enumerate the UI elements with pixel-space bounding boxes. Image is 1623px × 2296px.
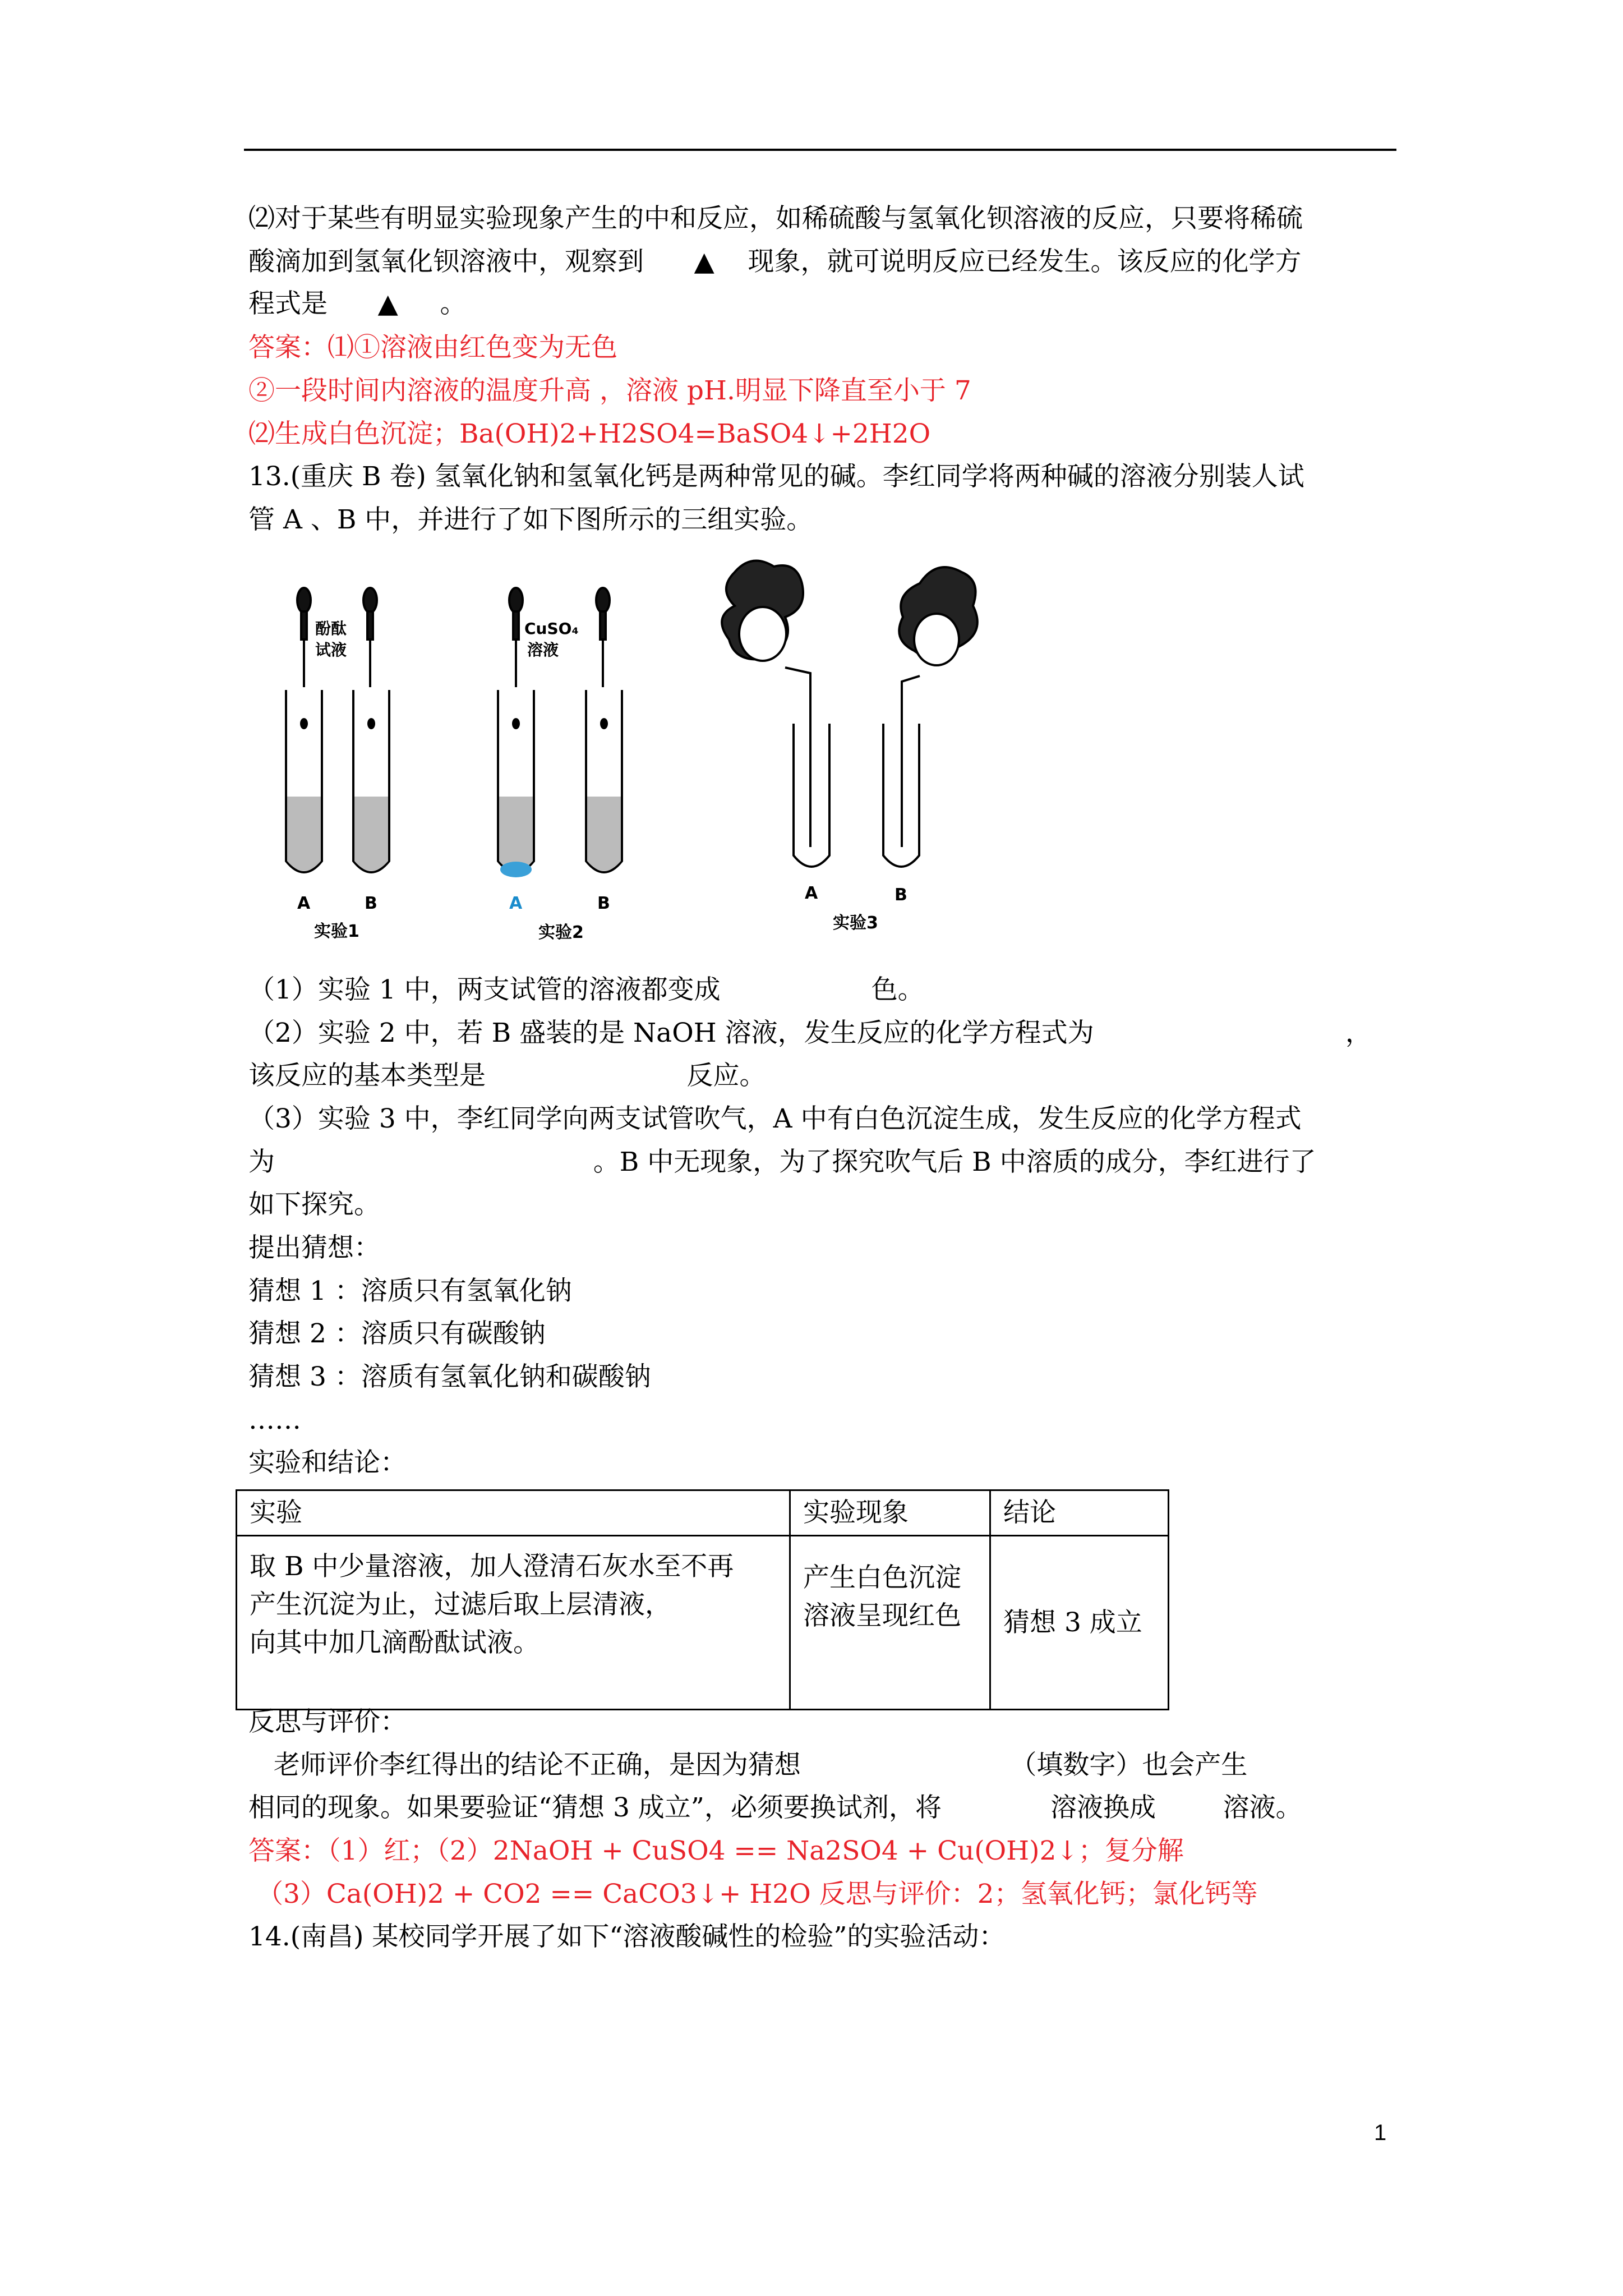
text-line: （3）实验 3 中，李红同学向两支试管吹气，A 中有白色沉淀生成，发生反应的化学方程式 <box>248 1103 1302 1134</box>
table-row <box>237 1536 1169 1710</box>
answer-line: ⑵生成白色沉淀；Ba(OH)2+H2SO4=BaSO4↓+2H2O <box>248 418 931 449</box>
text-line: （2）实验 2 中，若 B 盛装的是 NaOH 溶液，发生反应的化学方程式为 ， <box>248 1018 1372 1048</box>
text-line: 实验和结论： <box>248 1447 407 1478</box>
hypothesis-line: 猜想 3 ：溶质有氢氧化钠和碳酸钠 <box>248 1361 651 1392</box>
tube-label: A <box>805 884 818 903</box>
experiment-figure <box>269 555 987 948</box>
answer-line: ②一段时间内溶液的温度升高 ，溶液 pH.明显下降直至小于 7 <box>248 375 971 406</box>
table-cell: 猜想 3 成立 <box>990 1536 1169 1710</box>
hypothesis-line: 猜想 2 ：溶质只有碳酸钠 <box>248 1318 546 1349</box>
hypothesis-line: 猜想 1 ：溶质只有氢氧化钠 <box>248 1276 572 1306</box>
reagent-label: 酚酞 <box>315 619 347 638</box>
table-cell: 产生白色沉淀 溶液呈现红色 <box>790 1536 990 1710</box>
reagent-label: CuSO₄ <box>524 619 579 638</box>
text-line: 相同的现象。如果要验证“猜想 3 成立”，必须要换试剂，将 溶液换成 溶液。 <box>248 1792 1302 1823</box>
answer-line: 答案：⑴①溶液由红色变为无色 <box>248 332 617 363</box>
tube-label: A <box>509 894 523 913</box>
text-line: 为 。B 中无现象，为了探究吹气后 B 中溶质的成分，李红进行了 <box>248 1147 1316 1177</box>
tube-label: B <box>597 894 610 913</box>
table-header: 实验 <box>237 1490 790 1536</box>
text-line: 管 A 、B 中，并进行了如下图所示的三组实验。 <box>248 504 813 535</box>
reagent-label: 试液 <box>315 641 347 659</box>
question-13: 13.(重庆 B 卷) 氢氧化钠和氢氧化钙是两种常见的碱。李红同学将两种碱的溶液分别装人试 <box>248 461 1304 492</box>
text-line: 反思与评价： <box>248 1706 407 1737</box>
table-cell: 取 B 中少量溶液，加人澄清石灰水至不再 产生沉淀为止，过滤后取上层清液， 向其中加几滴酚酞试液。 <box>237 1536 790 1710</box>
answer-line: （3）Ca(OH)2 + CO2 == CaCO3↓+ H2O 反思与评价：2；氢氧化钙；氯化钙等 <box>248 1879 1258 1910</box>
table-header: 结论 <box>990 1490 1169 1536</box>
tube-label: B <box>895 885 907 905</box>
text-line: ⑵对于某些有明显实验现象产生的中和反应，如稀硫酸与氢氧化钡溶液的反应，只要将稀硫 <box>248 203 1303 234</box>
page-number: 1 <box>1374 2120 1387 2145</box>
table-header-row <box>237 1490 1169 1536</box>
text-line: 老师评价李红得出的结论不正确，是因为猜想 （填数字）也会产生 <box>248 1750 1248 1780</box>
figure-caption: 实验3 <box>833 913 878 933</box>
reagent-label: 溶液 <box>527 641 559 659</box>
text-line: （1）实验 1 中，两支试管的溶液都变成 色。 <box>248 974 924 1005</box>
figure-caption: 实验1 <box>314 922 359 941</box>
text-line: 程式是 ▲ 。 <box>248 288 467 319</box>
answer-line: 答案：（1）红；（2）2NaOH + CuSO4 == Na2SO4 + Cu(OH)2↓；复分解 <box>248 1835 1184 1866</box>
text-line: 如下探究。 <box>248 1189 380 1220</box>
tube-label: B <box>365 894 377 913</box>
header-rule <box>244 149 1396 151</box>
text-line: …… <box>248 1405 301 1435</box>
question-14: 14.(南昌) 某校同学开展了如下“溶液酸碱性的检验”的实验活动： <box>248 1921 1006 1952</box>
table-header: 实验现象 <box>790 1490 990 1536</box>
text-line: 酸滴加到氢氧化钡溶液中，观察到 ▲ 现象，就可说明反应已经发生。该反应的化学方 <box>248 246 1302 277</box>
figure-caption: 实验2 <box>538 923 584 942</box>
text-line: 提出猜想： <box>248 1232 380 1263</box>
experiment-illustration <box>269 555 987 948</box>
text-line: 该反应的基本类型是 反应。 <box>248 1060 766 1091</box>
results-table <box>236 1489 1169 1710</box>
student-head-icon <box>722 561 978 665</box>
tube-label: A <box>297 894 311 913</box>
